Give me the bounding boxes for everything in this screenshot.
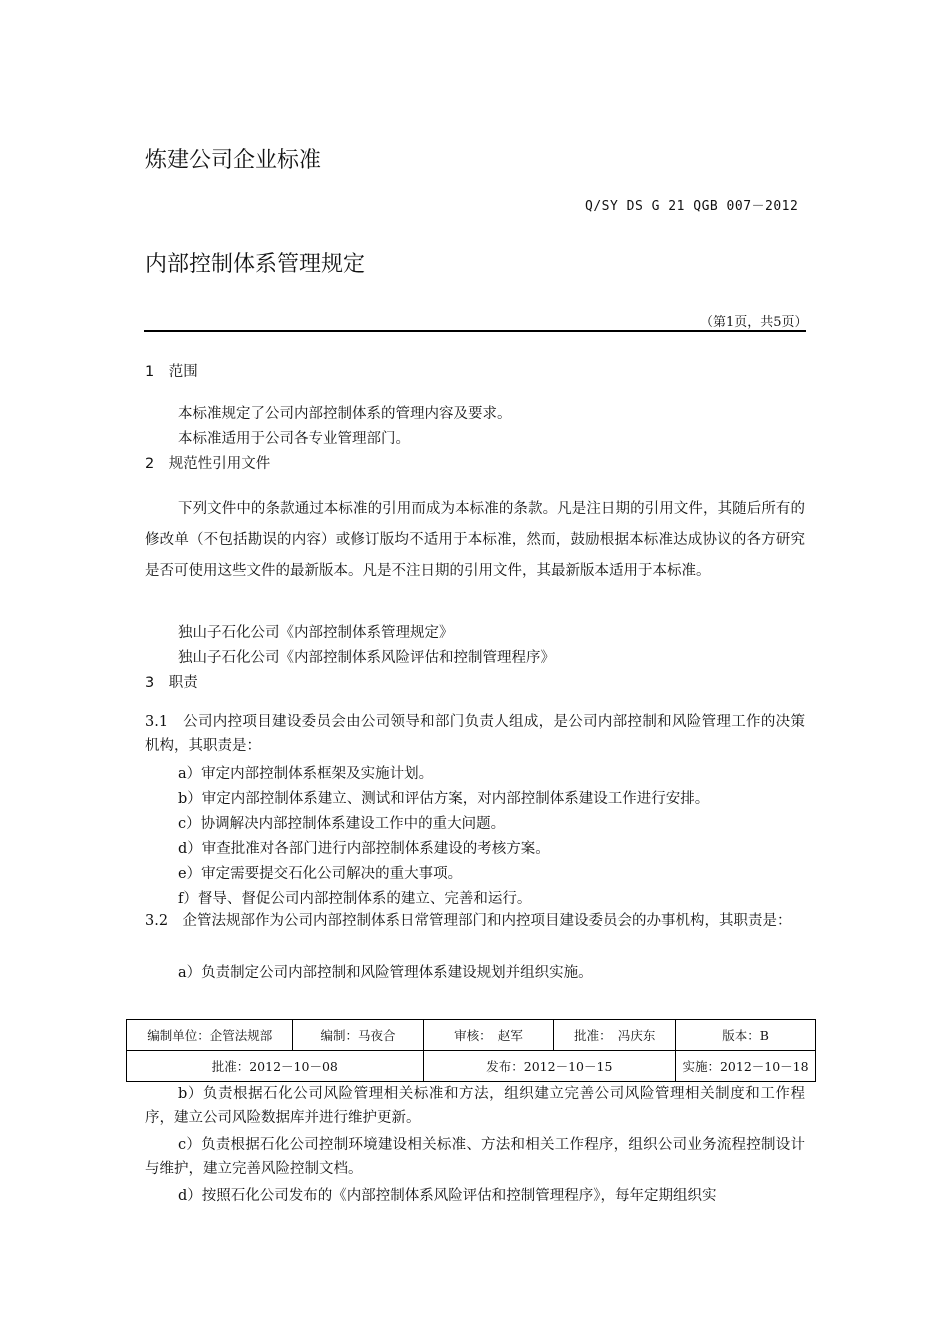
compiler-unit-cell: 编制单位：企管法规部 <box>127 1020 293 1051</box>
version-cell: 版本：B <box>676 1020 816 1051</box>
clause-3-2-item: b）负责根据石化公司风险管理相关标准和方法，组织建立完善公司风险管理相关制度和工作程序，建立公司风险数据库并进行维护更新。 <box>145 1086 805 1126</box>
section-3-heading: 3 职责 <box>145 675 198 691</box>
publish-date-cell: 发布：2012－10－15 <box>423 1051 675 1082</box>
clause-3-2: 3.2 企管法规部作为公司内部控制体系日常管理部门和内控项目建设委员会的办事机构，其职责是： <box>145 913 792 929</box>
document-title: 内部控制体系管理规定 <box>145 252 366 277</box>
reviewer-cell: 审核： 赵军 <box>423 1020 554 1051</box>
clause-3-1: 3.1 公司内控项目建设委员会由公司领导和部门负责人组成，是公司内部控制和风险管理工作的决策机构，其职责是： <box>145 714 805 754</box>
header-rule <box>144 330 806 332</box>
section-1-line: 本标准规定了公司内部控制体系的管理内容及要求。 <box>178 406 512 422</box>
reference-item: 独山子石化公司《内部控制体系管理规定》 <box>178 625 454 641</box>
section-1-line: 本标准适用于公司各专业管理部门。 <box>178 431 410 447</box>
page-info: （第1页，共5页） <box>700 315 808 330</box>
section-2-paragraph: 下列文件中的条款通过本标准的引用而成为本标准的条款。凡是注日期的引用文件，其随后所有的修改单（不包括勘误的内容）或修订版均不适用于本标准，然而，鼓励根据本标准达成协议的各方研究是否可使用这些文件的最新版本。凡是不注日期的引用文件，其最新版本适用于本标准。 <box>145 501 805 579</box>
clause-3-2-item: d）按照石化公司发布的《内部控制体系风险评估和控制管理程序》，每年定期组织实 <box>178 1188 717 1204</box>
section-1-heading: 1 范围 <box>145 364 198 380</box>
clause-3-2-item: c）负责根据石化公司控制环境建设相关标准、方法和相关工作程序，组织公司业务流程控制设计与维护，建立完善风险控制文档。 <box>145 1137 805 1177</box>
clause-3-1-item: e）审定需要提交石化公司解决的重大事项。 <box>178 866 463 882</box>
signoff-row <box>127 1020 816 1051</box>
clause-3-1-item: c）协调解决内部控制体系建设工作中的重大问题。 <box>178 816 506 832</box>
signoff-dates-row <box>127 1051 816 1082</box>
clause-3-2-item: a）负责制定公司内部控制和风险管理体系建设规划并组织实施。 <box>178 965 593 981</box>
clause-3-1-item: f）督导、督促公司内部控制体系的建立、完善和运行。 <box>178 891 532 907</box>
effective-date-cell: 实施：2012－10－18 <box>676 1051 816 1082</box>
clause-3-1-item: b）审定内部控制体系建立、测试和评估方案，对内部控制体系建设工作进行安排。 <box>178 791 710 807</box>
standard-code: Q/SY DS G 21 QGB 007－2012 <box>585 199 799 214</box>
section-2-heading: 2 规范性引用文件 <box>145 456 271 472</box>
clause-3-1-item: a）审定内部控制体系框架及实施计划。 <box>178 766 434 782</box>
signoff-table <box>126 1019 816 1082</box>
company-standard-label: 炼建公司企业标准 <box>145 148 322 173</box>
clause-3-1-item: d）审查批准对各部门进行内部控制体系建设的考核方案。 <box>178 841 550 857</box>
approver-cell: 批准： 冯庆东 <box>554 1020 676 1051</box>
reference-item: 独山子石化公司《内部控制体系风险评估和控制管理程序》 <box>178 650 555 666</box>
compiler-cell: 编制：马夜合 <box>293 1020 423 1051</box>
approval-date-cell: 批准：2012－10－08 <box>127 1051 424 1082</box>
